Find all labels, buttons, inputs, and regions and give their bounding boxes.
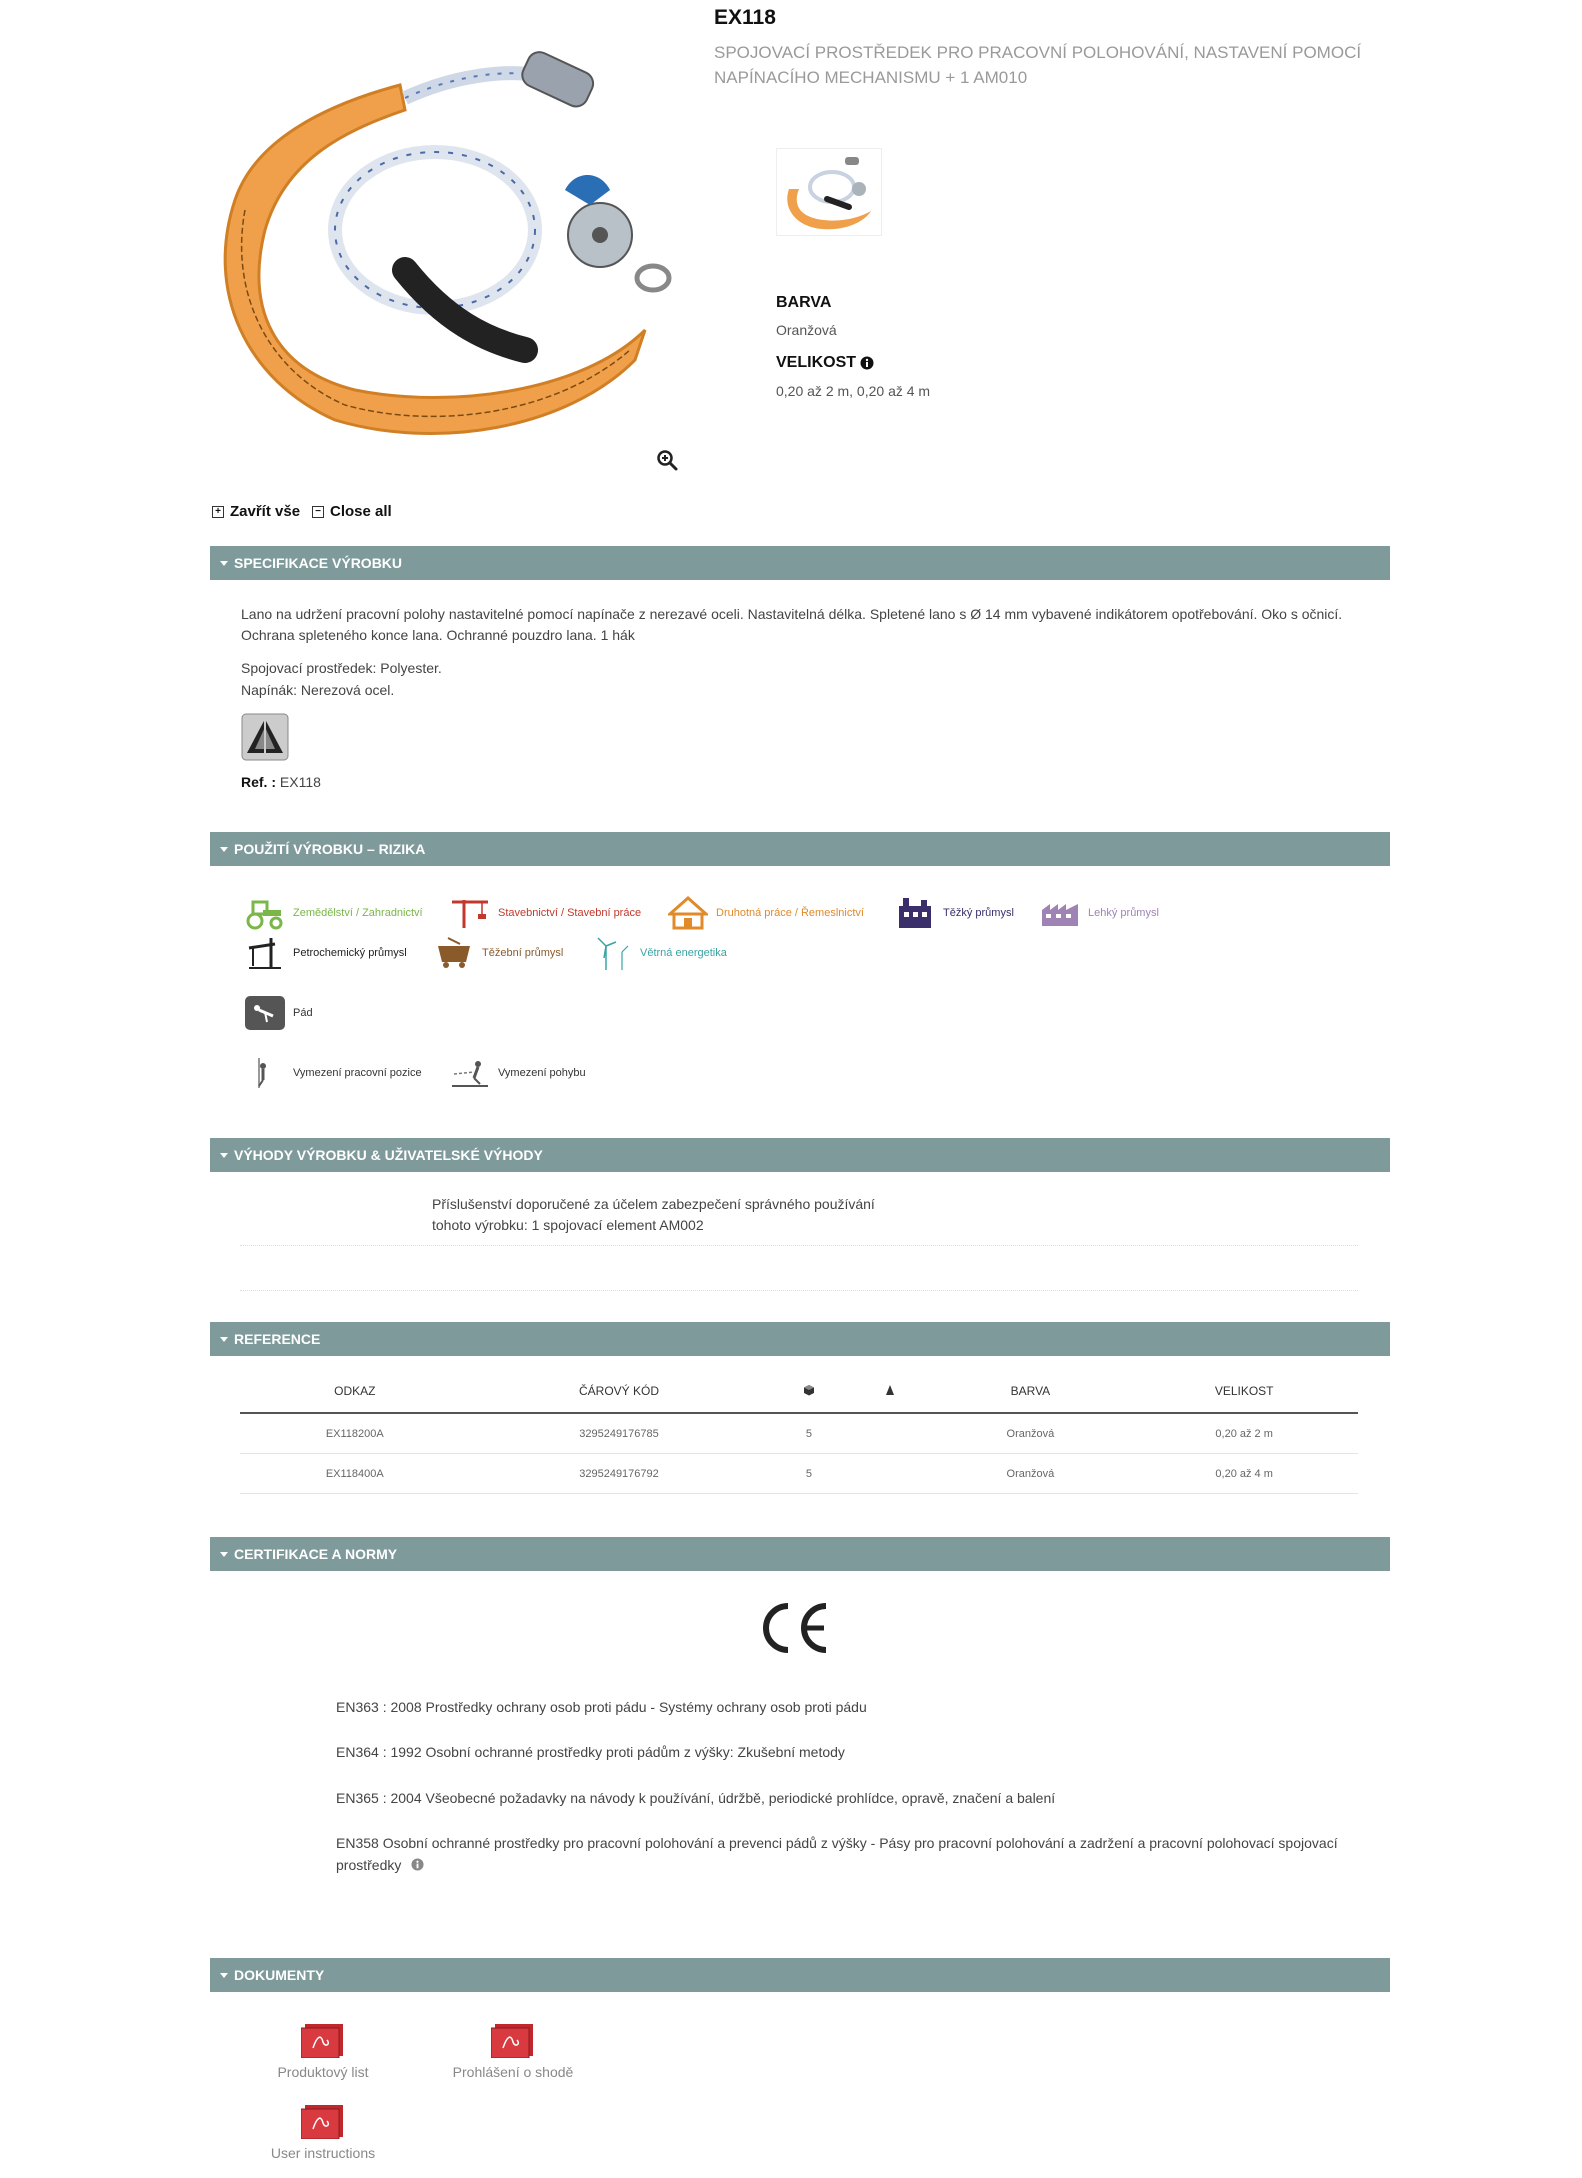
sector-crafts [668, 896, 864, 930]
sector-mining [434, 936, 563, 970]
wind-turbine-icon [592, 936, 632, 970]
cell-barcode: 3295249176785 [470, 1413, 769, 1454]
col-header: VELIKOST [1130, 1370, 1358, 1413]
zoom-icon[interactable] [655, 448, 679, 472]
cell-color: Oranžová [930, 1454, 1130, 1494]
sector-agriculture [245, 896, 423, 930]
pdf-file-icon [301, 2022, 345, 2058]
cell-ref: EX118400A [240, 1454, 470, 1494]
spec-material-2: Napínák: Nerezová ocel. [241, 682, 395, 698]
sector-heavy-industry [895, 896, 1014, 930]
risk-label: Pád [293, 1007, 313, 1019]
ce-mark-icon [756, 1600, 830, 1656]
spec-ref-label: Ref. : [241, 774, 276, 790]
divider [240, 1290, 1358, 1291]
caret-down-icon [220, 1337, 228, 1342]
table-row[interactable] [240, 1413, 1358, 1454]
bottle-icon [849, 1370, 930, 1413]
section-spec-header[interactable] [210, 546, 1390, 580]
table-header-row [240, 1370, 1358, 1413]
cell-barcode: 3295249176792 [470, 1454, 769, 1494]
size-heading [776, 354, 874, 372]
document-label: Prohlášení o shodě [452, 2064, 574, 2080]
color-label: BARVA [776, 294, 832, 311]
col-header: ČÁROVÝ KÓD [470, 1370, 769, 1413]
fall-icon [245, 996, 285, 1030]
sector-label: Těžký průmysl [943, 907, 1014, 919]
table-row[interactable] [240, 1454, 1358, 1494]
risk-work-position [245, 1056, 422, 1090]
cell-qty: 5 [768, 1454, 849, 1494]
info-icon[interactable] [860, 356, 874, 370]
section-reference-title: REFERENCE [234, 1331, 321, 1347]
light-factory-icon [1040, 896, 1080, 930]
color-value: Oranžová [776, 322, 837, 338]
product-code: EX118 [714, 6, 776, 29]
box-icon [768, 1370, 849, 1413]
col-header: ODKAZ [240, 1370, 470, 1413]
document-label: Produktový list [277, 2064, 369, 2080]
spec-material-1: Spojovací prostředek: Polyester. [241, 660, 442, 676]
close-all-label: Close all [330, 503, 392, 520]
document-link[interactable] [238, 2103, 408, 2161]
sector-label: Stavebnictví / Stavební práce [498, 907, 642, 919]
section-spec-title: SPECIFIKACE VÝROBKU [234, 555, 403, 571]
section-benefits-title: VÝHODY VÝROBKU & UŽIVATELSKÉ VÝHODY [234, 1147, 543, 1163]
crane-icon [450, 896, 490, 930]
cell-size: 0,20 až 4 m [1130, 1454, 1358, 1494]
col-header: BARVA [930, 1370, 1130, 1413]
document-link[interactable] [428, 2022, 598, 2080]
sector-label: Těžební průmysl [482, 947, 564, 959]
section-usage-header[interactable] [210, 832, 1390, 866]
sector-wind-energy [592, 936, 727, 970]
divider [240, 1245, 1358, 1246]
cell-ref: EX118200A [240, 1413, 470, 1454]
caret-down-icon [220, 847, 228, 852]
tractor-icon [245, 896, 285, 930]
minus-box-icon: − [312, 506, 324, 518]
section-usage-title: POUŽITÍ VÝROBKU – RIZIKA [234, 841, 426, 857]
caret-down-icon [220, 1973, 228, 1978]
document-link[interactable] [238, 2022, 408, 2080]
product-thumbnail[interactable] [776, 148, 882, 236]
caret-down-icon [220, 561, 228, 566]
sector-petrochemical [245, 936, 407, 970]
cell-color: Oranžová [930, 1413, 1130, 1454]
product-subtitle: SPOJOVACÍ PROSTŘEDEK PRO PRACOVNÍ POLOHOVÁNÍ, NASTAVENÍ POMOCÍ NAPÍNACÍHO MECHANISMU + 1 AM010 [714, 43, 1362, 87]
section-cert-header[interactable] [210, 1537, 1390, 1571]
sector-label: Druhotná práce / Řemeslnictví [716, 907, 864, 919]
cell-empty [849, 1454, 930, 1494]
risk-label: Vymezení pracovní pozice [293, 1067, 422, 1079]
spec-description: Lano na udržení pracovní polohy nastavitelné pomocí napínače z nerezavé oceli. Nastavitelná délka. Spletené lano s Ø 14 mm vybavené indikátorem opotřebování. Oko s očnicí. Ochrana spleteného konce lana. Ochranné pouzdro lana. 1 hák [241, 606, 1343, 643]
document-label: User instructions [270, 2145, 376, 2161]
section-reference-header[interactable] [210, 1322, 1390, 1356]
caret-down-icon [220, 1153, 228, 1158]
pdf-file-icon [491, 2022, 535, 2058]
delta-plus-logo-icon [241, 713, 289, 761]
sector-label: Zemědělství / Zahradnictví [293, 907, 423, 919]
section-docs-header[interactable] [210, 1958, 1390, 1992]
pdf-file-icon [301, 2103, 345, 2139]
spec-ref [241, 772, 321, 793]
caret-down-icon [220, 1552, 228, 1557]
size-value: 0,20 až 2 m, 0,20 až 4 m [776, 383, 931, 399]
heavy-factory-icon [895, 896, 935, 930]
sector-light-industry [1040, 896, 1159, 930]
norm-item: EN364 : 1992 Osobní ochranné prostředky proti pádům z výšky: Zkušební metody [336, 1744, 845, 1760]
work-position-icon [245, 1056, 285, 1090]
sector-label: Lehký průmysl [1088, 907, 1159, 919]
norm-item: EN363 : 2008 Prostředky ochrany osob proti pádu - Systémy ochrany osob proti pádu [336, 1699, 867, 1715]
sector-label: Petrochemický průmysl [293, 947, 407, 959]
oil-pump-icon [245, 936, 285, 970]
cell-size: 0,20 až 2 m [1130, 1413, 1358, 1454]
cell-qty: 5 [768, 1413, 849, 1454]
norm-text: EN358 Osobní ochranné prostředky pro pracovní polohování a prevenci pádů z výšky - Pásy pro pracovní polohování a zadržení a pracovní polohovací spojovací prostředky [336, 1835, 1338, 1873]
open-all-toggle[interactable] [212, 503, 300, 520]
open-all-label: Zavřít vše [230, 503, 301, 520]
reference-table [240, 1370, 1358, 1494]
risk-fall [245, 996, 313, 1030]
plus-box-icon: + [212, 506, 224, 518]
size-label: VELIKOST [776, 354, 857, 371]
close-all-toggle[interactable] [312, 503, 392, 520]
info-icon[interactable] [411, 1858, 424, 1871]
section-cert-title: CERTIFIKACE A NORMY [234, 1546, 398, 1562]
benefits-text: Příslušenství doporučené za účelem zabezpečení správného používání tohoto výrobku: 1 spojovací element AM002 [432, 1196, 875, 1233]
sector-construction [450, 896, 641, 930]
norm-item-en358 [336, 1832, 1356, 1876]
norm-item: EN365 : 2004 Všeobecné požadavky na návody k používání, údržbě, periodické prohlídce, opravě, značení a balení [336, 1790, 1056, 1806]
mine-cart-icon [434, 936, 474, 970]
product-image [205, 30, 695, 450]
spec-ref-value: EX118 [279, 774, 321, 790]
movement-restraint-icon [450, 1056, 490, 1090]
risk-label: Vymezení pohybu [498, 1067, 586, 1079]
section-benefits-header[interactable] [210, 1138, 1390, 1172]
risk-movement [450, 1056, 586, 1090]
sector-label: Větrná energetika [640, 947, 727, 959]
section-docs-title: DOKUMENTY [234, 1967, 325, 1983]
cell-empty [849, 1413, 930, 1454]
house-icon [668, 896, 708, 930]
